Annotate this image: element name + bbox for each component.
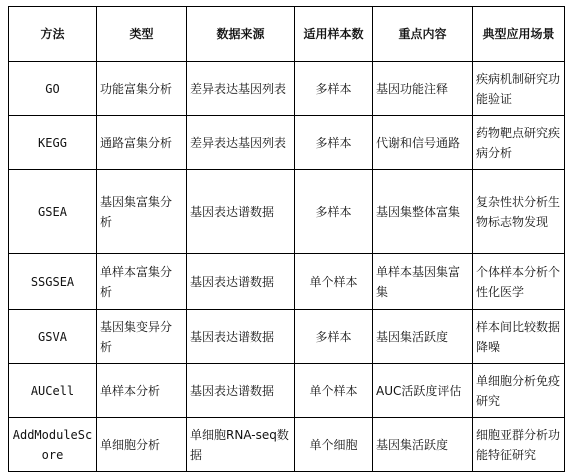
cell-method: KEGG: [9, 116, 97, 170]
cell-type: 基因集富集分析: [97, 170, 187, 254]
cell-focus: 基因功能注释: [373, 62, 473, 116]
cell-application: 细胞亚群分析功能特征研究: [473, 418, 565, 472]
table-row: [9, 170, 565, 254]
table-row: [9, 418, 565, 472]
header-sample-count: 适用样本数: [295, 7, 373, 62]
cell-application: 个体样本分析个性化医学: [473, 254, 565, 310]
table-row: [9, 310, 565, 364]
cell-application: 样本间比较数据降噪: [473, 310, 565, 364]
cell-method: GSVA: [9, 310, 97, 364]
cell-focus: 代谢和信号通路: [373, 116, 473, 170]
cell-method: SSGSEA: [9, 254, 97, 310]
cell-application: 单细胞分析免疫研究: [473, 364, 565, 418]
cell-application: 疾病机制研究功能验证: [473, 62, 565, 116]
cell-sample-count: 多样本: [295, 116, 373, 170]
cell-method: GO: [9, 62, 97, 116]
cell-type: 单细胞分析: [97, 418, 187, 472]
cell-sample-count: 多样本: [295, 310, 373, 364]
cell-type: 基因集变异分析: [97, 310, 187, 364]
table-row: [9, 364, 565, 418]
header-data-source: 数据来源: [187, 7, 295, 62]
cell-sample-count: 单个样本: [295, 254, 373, 310]
cell-focus: 基因集整体富集: [373, 170, 473, 254]
cell-data-source: 基因表达谱数据: [187, 170, 295, 254]
cell-data-source: 基因表达谱数据: [187, 310, 295, 364]
cell-data-source: 差异表达基因列表: [187, 116, 295, 170]
cell-method: AUCell: [9, 364, 97, 418]
cell-sample-count: 单个细胞: [295, 418, 373, 472]
header-method: 方法: [9, 7, 97, 62]
cell-type: 单样本富集分析: [97, 254, 187, 310]
cell-focus: 基因集活跃度: [373, 418, 473, 472]
cell-data-source: 单细胞RNA-seq数据: [187, 418, 295, 472]
cell-method: GSEA: [9, 170, 97, 254]
cell-type: 单样本分析: [97, 364, 187, 418]
cell-method: AddModuleScore: [9, 418, 97, 472]
cell-sample-count: 多样本: [295, 62, 373, 116]
cell-sample-count: 多样本: [295, 170, 373, 254]
header-type: 类型: [97, 7, 187, 62]
cell-application: 复杂性状分析生物标志物发现: [473, 170, 565, 254]
cell-data-source: 基因表达谱数据: [187, 364, 295, 418]
cell-application: 药物靶点研究疾病分析: [473, 116, 565, 170]
table-row: [9, 62, 565, 116]
table-row: [9, 254, 565, 310]
cell-data-source: 差异表达基因列表: [187, 62, 295, 116]
cell-data-source: 基因表达谱数据: [187, 254, 295, 310]
cell-focus: AUC活跃度评估: [373, 364, 473, 418]
cell-focus: 基因集活跃度: [373, 310, 473, 364]
table-row: [9, 116, 565, 170]
cell-focus: 单样本基因集富集: [373, 254, 473, 310]
methods-table: [8, 6, 565, 472]
cell-type: 通路富集分析: [97, 116, 187, 170]
header-application: 典型应用场景: [473, 7, 565, 62]
table-header-row: [9, 7, 565, 62]
header-focus: 重点内容: [373, 7, 473, 62]
cell-type: 功能富集分析: [97, 62, 187, 116]
cell-sample-count: 单个样本: [295, 364, 373, 418]
